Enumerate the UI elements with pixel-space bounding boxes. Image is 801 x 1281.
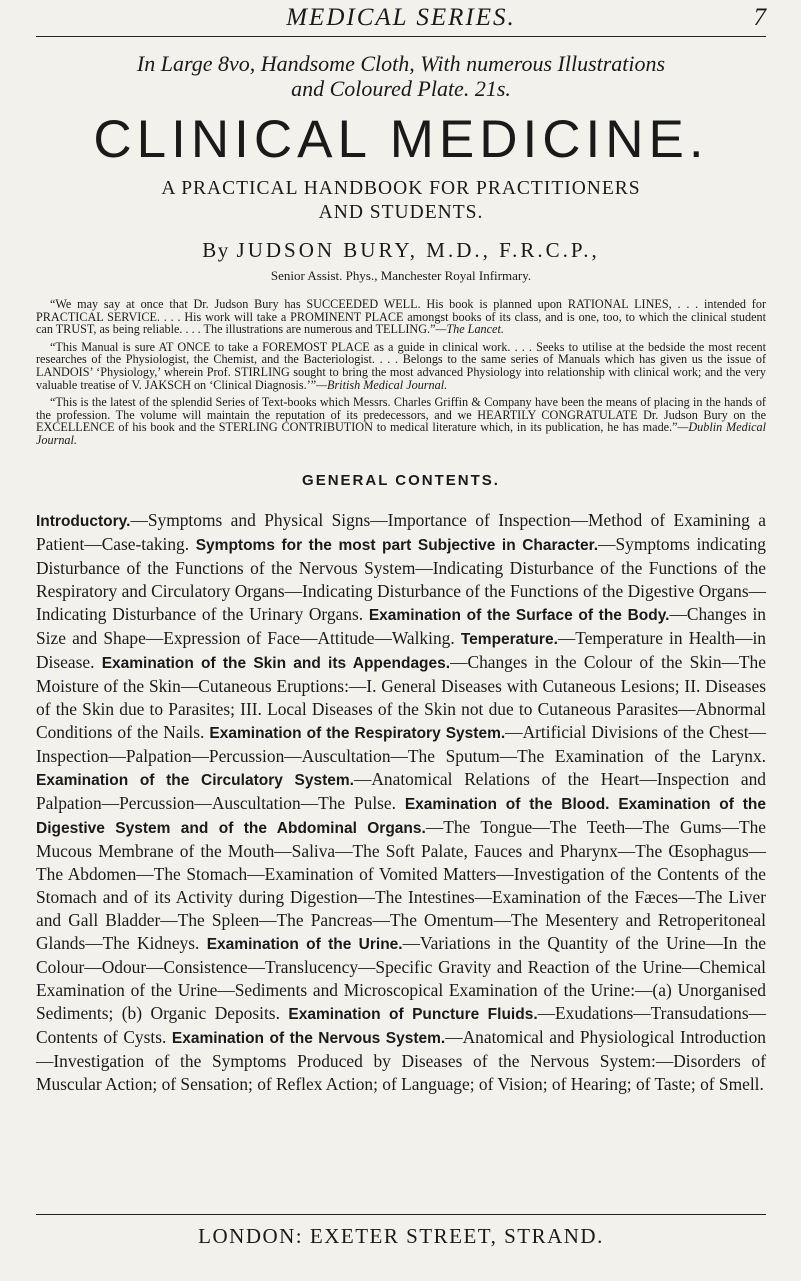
contents-section-title: Examination of the Surface of the Body. <box>368 606 670 624</box>
contents-section-text: —Changes in the Colour of the Skin—The Moisture of the Skin—Cutaneous Eruptions:—I. General Diseases with Cutaneous Lesions; II. Diseases of the Skin due to Parasites; III. Local Diseases of the Skin not due to Cutaneous Parasites—Abnormal Conditions of the Nails. <box>36 651 766 742</box>
subtitle-line-2: AND STUDENTS. <box>318 202 484 223</box>
running-title: MEDICAL SERIES. <box>286 4 516 31</box>
review-quote <box>36 396 766 446</box>
author-prefix: By <box>202 238 230 262</box>
contents-section-title: Examination of the Urine. <box>206 935 403 953</box>
page-header <box>36 0 766 34</box>
review-quote <box>36 298 766 336</box>
author-name: JUDSON BURY, M.D., F.R.C.P., <box>236 238 600 262</box>
page <box>36 0 767 1248</box>
contents-heading: GENERAL CONTENTS. <box>302 471 500 489</box>
contents-section-text: —The Tongue—The Teeth—The Gums—The Mucous Membrane of the Mouth—Saliva—The Soft Palate, Fauces and Pharynx—The Œsophagus—The Abdomen—The Stomach—Examination of Vomited Matters—Investigation of the Contents of the Stomach and of its Activity during Digestion—The Intestines—Examination of the Fæces—The Liver and Gall Bladder—The Spleen—The Pancreas—The Omentum—The Mesentery and Retroperitoneal Glands—The Kidneys. <box>36 816 766 953</box>
author-position: Senior Assist. Phys., Manchester Royal Infirmary. <box>270 268 532 283</box>
contents-section-title: Introductory. <box>36 512 131 530</box>
author-line <box>36 237 766 263</box>
book-subtitle <box>36 177 766 225</box>
contents-section-title: Examination of the Respiratory System. <box>209 724 506 742</box>
edition-line-2: and Coloured Plate. 21s. <box>291 76 511 101</box>
contents-section-title: Symptoms for the most part Subjective in Character. <box>195 536 599 554</box>
review-source: —The Lancet. <box>435 322 504 337</box>
contents-section-text: —Anatomical Relations of the Heart—Inspection and Palpation—Percussion—Auscultation—The Pulse. <box>36 768 766 813</box>
book-title: CLINICAL MEDICINE. <box>93 110 709 169</box>
footer-rule <box>36 1214 766 1215</box>
contents-section-title: Examination of the Nervous System. <box>171 1029 446 1047</box>
contents-section-text: —Changes in Size and Shape—Expression of Face—Attitude—Walking. <box>36 603 766 648</box>
publisher-imprint: LONDON: EXETER STREET, STRAND. <box>198 1224 604 1248</box>
header-rule <box>36 36 766 37</box>
contents-section-title: Examination of the Digestive System and of the Abdominal Organs. <box>36 795 766 837</box>
edition-note <box>36 51 766 101</box>
contents-section-title: Temperature. <box>460 630 558 648</box>
contents-section-title: Examination of the Blood. <box>404 795 610 813</box>
contents-section-text: —Artificial Divisions of the Chest—Inspection—Palpation—Percussion—Auscultation—The Sputum—The Examination of the Larynx. <box>36 721 766 766</box>
contents-section-text: —Variations in the Quantity of the Urine—In the Colour—Odour—Consistence—Translucency—Specific Gravity and Reaction of the Urine—Chemical Examination of the Urine—Sediments and Microscopical Examination of the Urine:—(a) Unorganised Sediments; (b) Organic Deposits. <box>36 932 767 1023</box>
contents-body <box>36 509 766 1096</box>
review-source: —Dublin Medical Journal. <box>36 420 766 447</box>
review-text: “We may say at once that Dr. Judson Bury has SUCCEEDED WELL. His book is planned upon RATIONAL LINES, . . . intended for PRACTICAL SERVICE. . . . His work will take a PROMINENT PLACE amongst books of its class, and is one, too, to which the clinical student can TRUST, as being reliable. . . . The illustrations are numerous and TELLING.” <box>36 297 766 337</box>
contents-section-text: —Exudations—Transudations—Contents of Cysts. <box>36 1002 766 1047</box>
subtitle-line-1: A PRACTICAL HANDBOOK FOR PRACTITIONERS <box>161 178 641 199</box>
contents-section-title: Examination of the Circulatory System. <box>36 771 354 789</box>
contents-section-title: Examination of Puncture Fluids. <box>288 1005 538 1023</box>
review-quotes <box>36 298 766 447</box>
contents-section-text: —Anatomical and Physiological Introduction—Investigation of the Symptoms Produced by Diseases of the Nervous System:—Disorders of Muscular Action; of Sensation; of Reflex Action; of Language; of Vision; of Hearing; of Taste; of Smell. <box>36 1026 766 1094</box>
contents-section-title: Examination of the Skin and its Appendages. <box>101 654 451 672</box>
review-text: “This Manual is sure AT ONCE to take a FOREMOST PLACE as a guide in clinical work. . . . Seeks to utilise at the bedside the most recent researches of the Physiologist, the Chemist, and the Bacteriologist. . . . Belongs to the same series of Manuals which has given us the issue of LANDOIS’ ‘Physiology,’ wherein Prof. STIRLING sought to bring the most advanced Physiology into relationship with clinical work; and the very valuable treatise of V. JAKSCH on ‘Clinical Diagnosis.’” <box>36 339 766 392</box>
review-text: “This is the latest of the splendid Series of Text-books which Messrs. Charles Griffin & Company have been the means of placing in the hands of the profession. The volume will maintain the reputation of its predecessors, and we HEARTILY CONGRATULATE Dr. Judson Bury on the EXCELLENCE of his book and the STERLING CONTRIBUTION to medical literature which, in its publication, he has made.” <box>36 395 766 435</box>
review-source: —British Medical Journal. <box>316 377 448 392</box>
contents-section-text: —Symptoms and Physical Signs—Importance of Inspection—Method of Examining a Patient—Case-taking. <box>36 509 766 554</box>
edition-line-1: In Large 8vo, Handsome Cloth, With numerous Illustrations <box>136 51 666 76</box>
contents-section-text: —Symptoms indicating Disturbance of the Functions of the Nervous System—Indicating Disturbance of the Functions of the Respiratory and Circulatory Organs—Indicating Disturbance of the Functions of the Digestive Organs—Indicating Disturbance of the Urinary Organs. <box>36 533 766 624</box>
page-number: 7 <box>753 4 766 31</box>
contents-section-text: —Temperature in Health—in Disease. <box>36 627 766 672</box>
review-quote <box>36 341 766 391</box>
